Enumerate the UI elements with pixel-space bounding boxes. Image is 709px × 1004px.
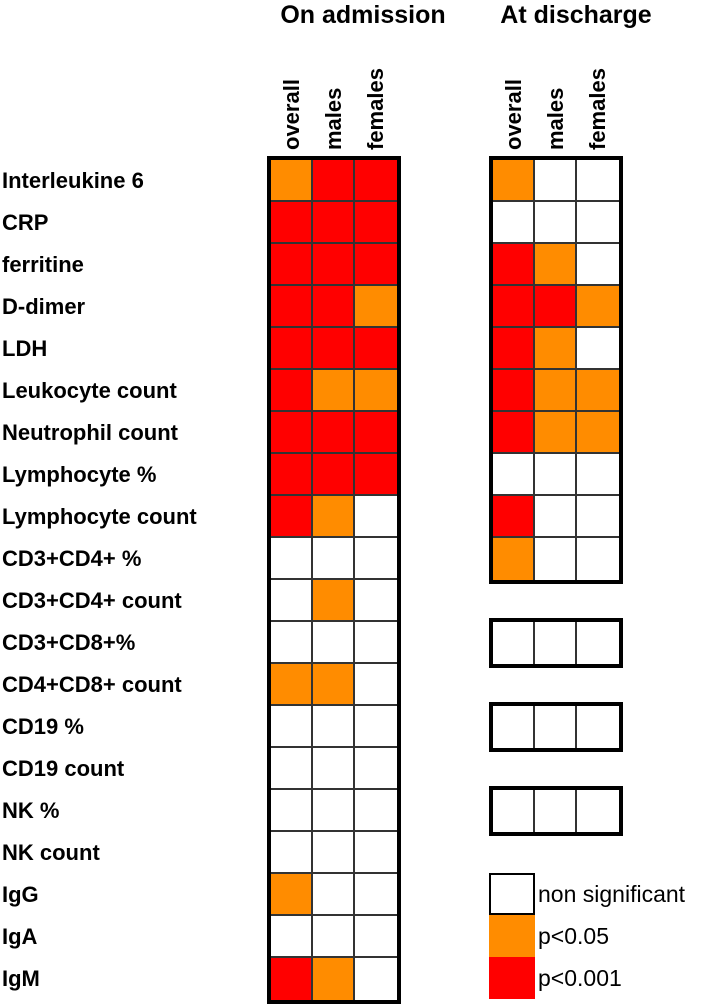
row-label: CD3+CD4+ count [2, 588, 182, 613]
heatmap-row [493, 454, 619, 496]
heatmap-cell-p05 [313, 958, 355, 1000]
row-label: D-dimer [2, 294, 86, 319]
heatmap-row [271, 538, 397, 580]
heatmap-cell-p05 [271, 664, 313, 706]
heatmap-cell-p05 [535, 244, 577, 286]
heatmap-cell-ns [313, 748, 355, 790]
heatmap-cell-ns [355, 622, 397, 664]
heatmap-cell-ns [535, 790, 577, 832]
heatmap-cell-ns [493, 790, 535, 832]
row-label: LDH [2, 336, 48, 361]
heatmap-cell-p05 [355, 286, 397, 328]
heatmap-cell-ns [535, 538, 577, 580]
heatmap-cell-ns [271, 622, 313, 664]
heatmap-cell-ns [271, 580, 313, 622]
admission-panel-title: On admission [280, 1, 446, 29]
heatmap-cell-ns [355, 832, 397, 874]
row-label: Leukocyte count [2, 378, 177, 403]
heatmap-cell-p05 [577, 370, 619, 412]
heatmap-cell-ns [355, 538, 397, 580]
heatmap-cell-ns [493, 706, 535, 748]
row-label: CD4+CD8+ count [2, 672, 182, 697]
heatmap-row [493, 790, 619, 832]
heatmap-cell-p001 [313, 328, 355, 370]
heatmap-cell-ns [271, 790, 313, 832]
heatmap-cell-p001 [493, 370, 535, 412]
heatmap-cell-p05 [535, 328, 577, 370]
row-label: Lymphocyte count [2, 504, 197, 529]
heatmap-cell-p001 [271, 454, 313, 496]
heatmap-cell-ns [535, 622, 577, 664]
heatmap-cell-p001 [271, 286, 313, 328]
heatmap-cell-ns [313, 874, 355, 916]
discharge-standalone-box [489, 786, 623, 836]
row-label: Lymphocyte % [2, 462, 157, 487]
heatmap-cell-ns [535, 496, 577, 538]
heatmap-row [271, 958, 397, 1000]
heatmap-cell-p001 [355, 160, 397, 202]
heatmap-cell-p05 [577, 286, 619, 328]
heatmap-cell-ns [535, 454, 577, 496]
row-labels [2, 160, 264, 1000]
heatmap-cell-ns [271, 832, 313, 874]
heatmap-row [271, 496, 397, 538]
heatmap-row [271, 370, 397, 412]
heatmap-cell-p001 [271, 244, 313, 286]
legend-label-p05: p<0.05 [538, 922, 609, 949]
column-label-males: males [321, 87, 346, 150]
heatmap-row [271, 244, 397, 286]
heatmap-cell-ns [535, 706, 577, 748]
heatmap-cell-p001 [271, 958, 313, 1000]
heatmap-cell-p05 [493, 160, 535, 202]
row-label: NK % [2, 798, 60, 823]
heatmap-row [493, 496, 619, 538]
admission-heatmap-grid [267, 156, 401, 1004]
discharge-standalone-box [489, 702, 623, 752]
heatmap-row [271, 622, 397, 664]
heatmap-row [271, 832, 397, 874]
heatmap-cell-p001 [493, 244, 535, 286]
heatmap-row [493, 412, 619, 454]
row-label: IgM [2, 966, 40, 991]
heatmap-cell-ns [271, 916, 313, 958]
heatmap-cell-ns [493, 202, 535, 244]
heatmap-cell-ns [493, 622, 535, 664]
heatmap-cell-ns [577, 244, 619, 286]
heatmap-cell-p001 [355, 328, 397, 370]
heatmap-cell-p001 [271, 328, 313, 370]
heatmap-cell-ns [313, 790, 355, 832]
heatmap-cell-p05 [313, 664, 355, 706]
column-label-females: females [363, 68, 388, 150]
heatmap-row [271, 202, 397, 244]
heatmap-row [271, 454, 397, 496]
heatmap-row [271, 412, 397, 454]
heatmap-cell-p001 [493, 412, 535, 454]
heatmap-cell-ns [577, 538, 619, 580]
heatmap-cell-p001 [313, 454, 355, 496]
heatmap-row [271, 160, 397, 202]
heatmap-cell-ns [271, 748, 313, 790]
heatmap-cell-ns [313, 832, 355, 874]
legend-swatch-ns [489, 873, 535, 915]
row-label: CRP [2, 210, 49, 235]
heatmap-cell-p001 [313, 286, 355, 328]
legend-label-p001: p<0.001 [538, 964, 622, 991]
heatmap-row [493, 202, 619, 244]
heatmap-cell-ns [313, 916, 355, 958]
row-label: IgG [2, 882, 39, 907]
heatmap-row [493, 622, 619, 664]
heatmap-cell-ns [577, 790, 619, 832]
heatmap-cell-ns [313, 706, 355, 748]
column-label-males: males [543, 87, 568, 150]
heatmap-cell-ns [313, 538, 355, 580]
heatmap-row [493, 160, 619, 202]
row-label: ferritine [2, 252, 84, 277]
heatmap-cell-ns [535, 202, 577, 244]
heatmap-cell-ns [271, 706, 313, 748]
heatmap-cell-p001 [535, 286, 577, 328]
heatmap-cell-ns [577, 496, 619, 538]
heatmap-cell-p05 [313, 580, 355, 622]
discharge-panel-title: At discharge [500, 1, 652, 29]
legend-swatch-p001 [489, 957, 535, 999]
heatmap-cell-p05 [493, 538, 535, 580]
heatmap-cell-ns [355, 664, 397, 706]
column-label-overall: overall [279, 79, 304, 150]
heatmap-cell-p05 [535, 370, 577, 412]
heatmap-cell-ns [535, 160, 577, 202]
heatmap-cell-p001 [313, 160, 355, 202]
heatmap-cell-ns [577, 706, 619, 748]
heatmap-row [493, 706, 619, 748]
heatmap-cell-ns [355, 580, 397, 622]
heatmap-row [271, 328, 397, 370]
heatmap-cell-ns [271, 538, 313, 580]
heatmap-cell-ns [577, 454, 619, 496]
heatmap-cell-p001 [355, 244, 397, 286]
heatmap-row [493, 244, 619, 286]
heatmap-cell-ns [577, 160, 619, 202]
heatmap-cell-ns [355, 748, 397, 790]
row-label: CD19 count [2, 756, 125, 781]
heatmap-cell-p05 [313, 370, 355, 412]
legend-label-ns: non significant [538, 880, 686, 907]
heatmap-cell-ns [577, 328, 619, 370]
heatmap-row [271, 748, 397, 790]
heatmap-cell-ns [577, 622, 619, 664]
row-label: Neutrophil count [2, 420, 178, 445]
row-label: IgA [2, 924, 38, 949]
column-label-females: females [585, 68, 610, 150]
heatmap-cell-p05 [271, 874, 313, 916]
heatmap-row [271, 664, 397, 706]
heatmap-cell-p05 [313, 496, 355, 538]
row-label: CD3+CD4+ % [2, 546, 142, 571]
heatmap-row [271, 580, 397, 622]
heatmap-cell-p001 [355, 454, 397, 496]
heatmap-cell-ns [355, 958, 397, 1000]
heatmap-cell-ns [355, 916, 397, 958]
row-label: CD19 % [2, 714, 84, 739]
heatmap-row [271, 706, 397, 748]
row-label: Interleukine 6 [2, 168, 144, 193]
heatmap-row [493, 370, 619, 412]
heatmap-row [493, 328, 619, 370]
discharge-standalone-box [489, 618, 623, 668]
heatmap-cell-p001 [355, 412, 397, 454]
heatmap-cell-ns [355, 706, 397, 748]
heatmap-row [271, 790, 397, 832]
heatmap-cell-p001 [271, 202, 313, 244]
heatmap-cell-ns [493, 454, 535, 496]
heatmap-cell-p001 [493, 286, 535, 328]
row-label: NK count [2, 840, 100, 865]
heatmap-cell-p001 [313, 202, 355, 244]
heatmap-cell-p001 [313, 412, 355, 454]
heatmap-row [493, 538, 619, 580]
heatmap-cell-p001 [355, 202, 397, 244]
heatmap-cell-p001 [271, 496, 313, 538]
heatmap-cell-p001 [493, 328, 535, 370]
heatmap-cell-ns [355, 496, 397, 538]
heatmap-cell-ns [355, 874, 397, 916]
heatmap-row [271, 874, 397, 916]
heatmap-cell-p001 [271, 370, 313, 412]
heatmap-cell-p001 [271, 412, 313, 454]
heatmap-cell-ns [313, 622, 355, 664]
row-label: CD3+CD8+% [2, 630, 136, 655]
discharge-heatmap-grid [489, 156, 623, 584]
heatmap-cell-p05 [271, 160, 313, 202]
heatmap-row [271, 286, 397, 328]
heatmap-cell-p05 [535, 412, 577, 454]
heatmap-cell-ns [355, 790, 397, 832]
heatmap-cell-p001 [313, 244, 355, 286]
heatmap-cell-p001 [493, 496, 535, 538]
heatmap-row [271, 916, 397, 958]
heatmap-cell-p05 [355, 370, 397, 412]
legend-swatch-p05 [489, 915, 535, 957]
heatmap-cell-p05 [577, 412, 619, 454]
column-label-overall: overall [501, 79, 526, 150]
heatmap-row [493, 286, 619, 328]
heatmap-cell-ns [577, 202, 619, 244]
